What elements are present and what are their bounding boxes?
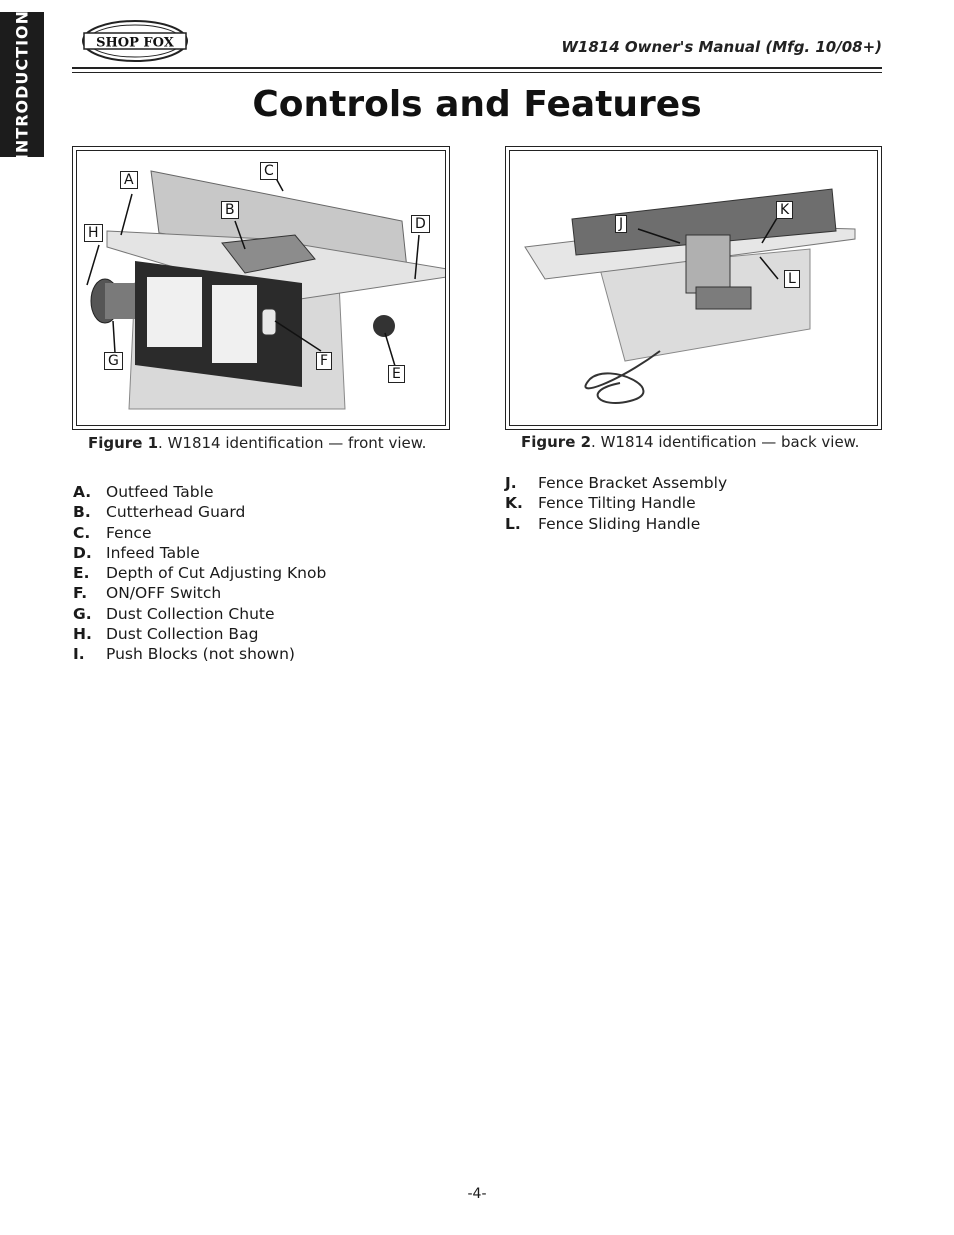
header-rule xyxy=(72,67,882,69)
front-parts-list xyxy=(73,482,326,665)
callout-e: E xyxy=(388,365,405,383)
list-item-key: A. xyxy=(73,483,92,501)
header-rule-thin xyxy=(72,72,882,73)
list-item xyxy=(505,493,727,513)
list-item-text: Fence Sliding Handle xyxy=(538,514,701,533)
list-item-text: Fence xyxy=(106,523,152,542)
figure-front-caption-text: . W1814 identification — front view. xyxy=(158,434,427,452)
figure-back-caption xyxy=(521,433,859,451)
callout-c: C xyxy=(260,162,278,180)
list-item-key: G. xyxy=(73,604,92,623)
list-item xyxy=(73,543,326,563)
callout-g: G xyxy=(104,352,123,370)
list-item-key: H. xyxy=(73,625,92,644)
callout-a: A xyxy=(120,171,138,189)
list-item xyxy=(73,644,326,664)
figure-back-image xyxy=(509,150,878,426)
list-item-key: I. xyxy=(73,645,85,664)
list-item xyxy=(73,482,326,502)
list-item xyxy=(73,624,326,644)
list-item xyxy=(73,523,326,543)
figure-back-caption-label: Figure 2 xyxy=(521,433,592,451)
list-item-key: J. xyxy=(505,474,517,492)
list-item xyxy=(505,473,727,493)
list-item-text: Dust Collection Bag xyxy=(106,625,259,644)
list-item-key: K. xyxy=(505,494,523,513)
figure-front-image xyxy=(76,150,446,426)
callout-d: D xyxy=(411,215,430,233)
list-item xyxy=(73,502,326,522)
list-item xyxy=(73,583,326,603)
figure-back-caption-text: . W1814 identification — back view. xyxy=(591,433,860,451)
list-item-text: Push Blocks (not shown) xyxy=(106,645,295,664)
shop-fox-logo xyxy=(80,18,190,64)
figure-back-view xyxy=(505,146,882,430)
callout-l: L xyxy=(784,270,800,288)
figure-front-caption-label: Figure 1 xyxy=(88,434,159,452)
list-item-text: Outfeed Table xyxy=(106,483,214,501)
list-item xyxy=(73,604,326,624)
callout-h: H xyxy=(84,224,103,242)
list-item-key: C. xyxy=(73,523,91,542)
list-item-key: B. xyxy=(73,503,91,522)
list-item-text: Cutterhead Guard xyxy=(106,503,246,522)
list-item-key: D. xyxy=(73,543,92,562)
list-item-text: Depth of Cut Adjusting Knob xyxy=(106,564,327,583)
list-item xyxy=(505,514,727,534)
page-title: Controls and Features xyxy=(252,84,702,125)
figure-front-view xyxy=(72,146,450,430)
callout-k: K xyxy=(776,201,793,219)
list-item-text: ON/OFF Switch xyxy=(106,584,222,603)
list-item-text: Infeed Table xyxy=(106,543,200,562)
section-tab-label: INTRODUCTION xyxy=(12,9,32,160)
list-item-key: E. xyxy=(73,564,90,583)
list-item xyxy=(73,563,326,583)
list-item-text: Fence Tilting Handle xyxy=(538,494,696,513)
callout-f: F xyxy=(316,352,332,370)
back-parts-list xyxy=(505,473,727,534)
logo-wordmark: SHOP FOX xyxy=(96,35,174,51)
list-item-key: L. xyxy=(505,514,521,533)
callout-j: J xyxy=(615,215,627,233)
list-item-text: Dust Collection Chute xyxy=(106,604,275,623)
list-item-text: Fence Bracket Assembly xyxy=(538,474,728,492)
page-number: -4- xyxy=(467,1186,487,1202)
callout-b: B xyxy=(221,201,239,219)
figure-front-caption xyxy=(88,434,426,452)
list-item-key: F. xyxy=(73,584,88,603)
manual-title: W1814 Owner's Manual (Mfg. 10/08+) xyxy=(561,38,882,56)
